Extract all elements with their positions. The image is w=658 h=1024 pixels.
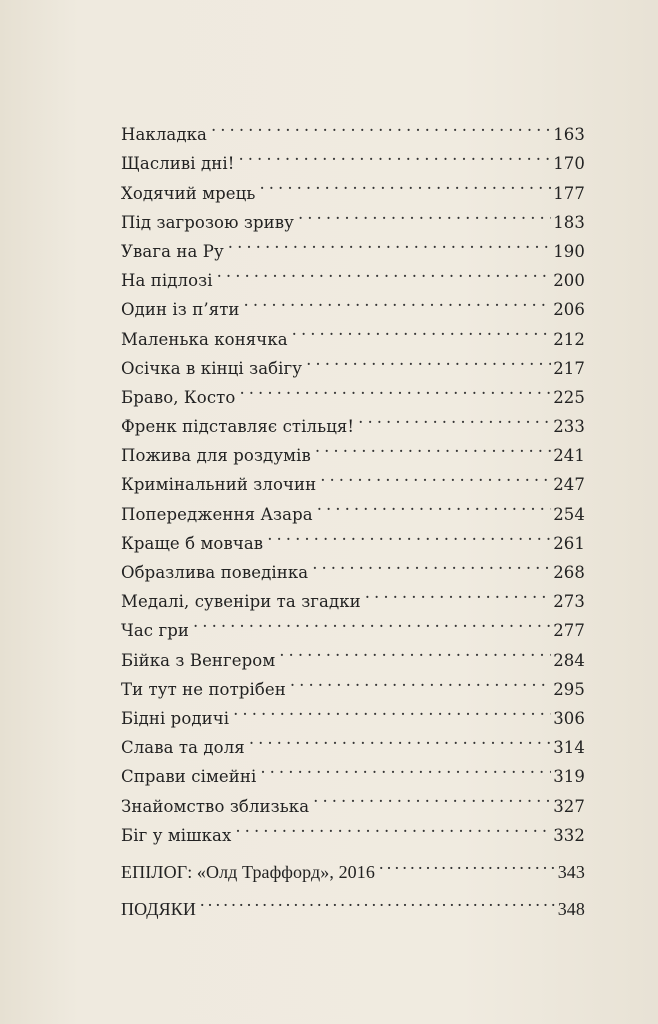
toc-entry-page: 217 [553, 358, 585, 378]
toc-entry [121, 636, 585, 670]
toc-entry-page: 268 [553, 563, 585, 582]
toc-entry-page: 183 [553, 212, 585, 232]
dot-leader [320, 461, 551, 490]
toc-entry-page: 277 [553, 621, 585, 641]
toc-entry-title: На підлозі [121, 271, 213, 291]
dot-leader [260, 753, 551, 782]
toc-entry-page: 273 [553, 592, 585, 612]
dot-leader [306, 345, 551, 374]
toc-entry-page: 332 [553, 825, 585, 845]
toc-entry-title: Біг у мішках [121, 825, 232, 845]
toc-entry-title: Осічка в кінці забігу [121, 358, 303, 378]
toc-entry-page: 233 [553, 417, 585, 437]
toc-entry-page: 247 [553, 475, 585, 495]
dot-leader [238, 140, 551, 169]
dot-leader [200, 886, 556, 915]
dot-leader [193, 607, 551, 636]
toc-entry-page: 314 [553, 738, 585, 758]
dot-leader [365, 578, 551, 607]
toc-entry-title: Медалі, сувеніри та згадки [121, 592, 361, 612]
toc-entry-title: Накладка [121, 125, 207, 145]
toc-entry-title: Один із п’яти [121, 300, 240, 320]
toc-entry-title: Браво, Косто [121, 387, 236, 407]
toc-entry-page: 212 [553, 329, 585, 349]
toc-entry [121, 111, 585, 145]
dot-leader [292, 315, 552, 344]
dot-leader [259, 169, 551, 198]
toc-entry-title: Увага на Ру [121, 241, 224, 261]
dot-leader [290, 666, 551, 695]
toc-entry-acknowledgements [121, 886, 585, 920]
dot-leader [211, 111, 551, 140]
toc-entry-title: Ходячий мрець [121, 183, 256, 203]
toc-entry-title: Справи сімейні [121, 767, 257, 787]
dot-leader [279, 636, 551, 665]
toc-entry-page: 254 [553, 504, 585, 524]
dot-leader [317, 490, 552, 519]
toc-entry-page: 163 [553, 125, 585, 145]
toc-entry-page: 261 [553, 533, 585, 553]
toc-entry-title: Слава та доля [121, 738, 245, 758]
dot-leader [298, 199, 551, 228]
toc-entry-page: 190 [553, 241, 585, 261]
toc-entry-page: 241 [553, 446, 585, 466]
toc-entry-title: Під загрозою зриву [121, 212, 294, 232]
toc-entry-page: 319 [553, 767, 585, 787]
toc-entry-title: Ти тут не потрібен [121, 679, 286, 699]
toc-entry-title: Френк підставляє стільця! [121, 417, 355, 437]
toc-entry-page: 206 [553, 300, 585, 320]
toc-entry-page: 177 [553, 183, 585, 203]
toc-entry-title: Образлива поведінка [121, 563, 309, 582]
toc-entry-title: Бідні родичі [121, 708, 230, 728]
dot-leader [379, 849, 556, 878]
dot-leader [235, 812, 551, 841]
toc-entry-page: 306 [553, 708, 585, 728]
toc-entry-title: Пожива для роздумів [121, 446, 311, 466]
toc-entry-title: Кримінальний злочин [121, 475, 317, 495]
dot-leader [239, 374, 551, 403]
toc-entry-page: 200 [553, 271, 585, 291]
dot-leader [315, 432, 551, 461]
toc-entries-list [121, 111, 585, 845]
toc-entry-title: ПОДЯКИ [121, 899, 196, 920]
dot-leader [244, 286, 552, 315]
toc-entry-title: Маленька конячка [121, 329, 288, 349]
dot-leader [217, 257, 552, 286]
toc-entry-page: 170 [553, 154, 585, 174]
dot-leader [249, 724, 551, 753]
dot-leader [228, 228, 551, 257]
toc-entry-page: 284 [553, 650, 585, 670]
table-of-contents [121, 111, 585, 920]
dot-leader [267, 520, 551, 549]
toc-entry-page: 348 [557, 899, 585, 920]
toc-entry-page: 343 [557, 861, 585, 882]
toc-entry-epilogue [121, 849, 585, 882]
toc-entry-title: Знайомство зблизька [121, 796, 310, 816]
dot-leader [313, 782, 551, 811]
toc-entry-title: Попередження Азара [121, 504, 313, 524]
toc-entry-title: ЕПІЛОГ: «Олд Траффорд», 2016 [121, 861, 375, 882]
toc-entry-title: Щасливі дні! [121, 154, 235, 174]
dot-leader [233, 695, 551, 724]
toc-entry-page: 225 [553, 387, 585, 407]
toc-entry-page: 295 [553, 679, 585, 699]
toc-entry-title: Краще б мовчав [121, 533, 264, 553]
toc-entry-title: Бійка з Венгером [121, 650, 276, 670]
dot-leader [312, 549, 551, 578]
dot-leader [358, 403, 551, 432]
toc-entry-page: 327 [553, 796, 585, 816]
toc-entry-title: Час гри [121, 621, 189, 641]
